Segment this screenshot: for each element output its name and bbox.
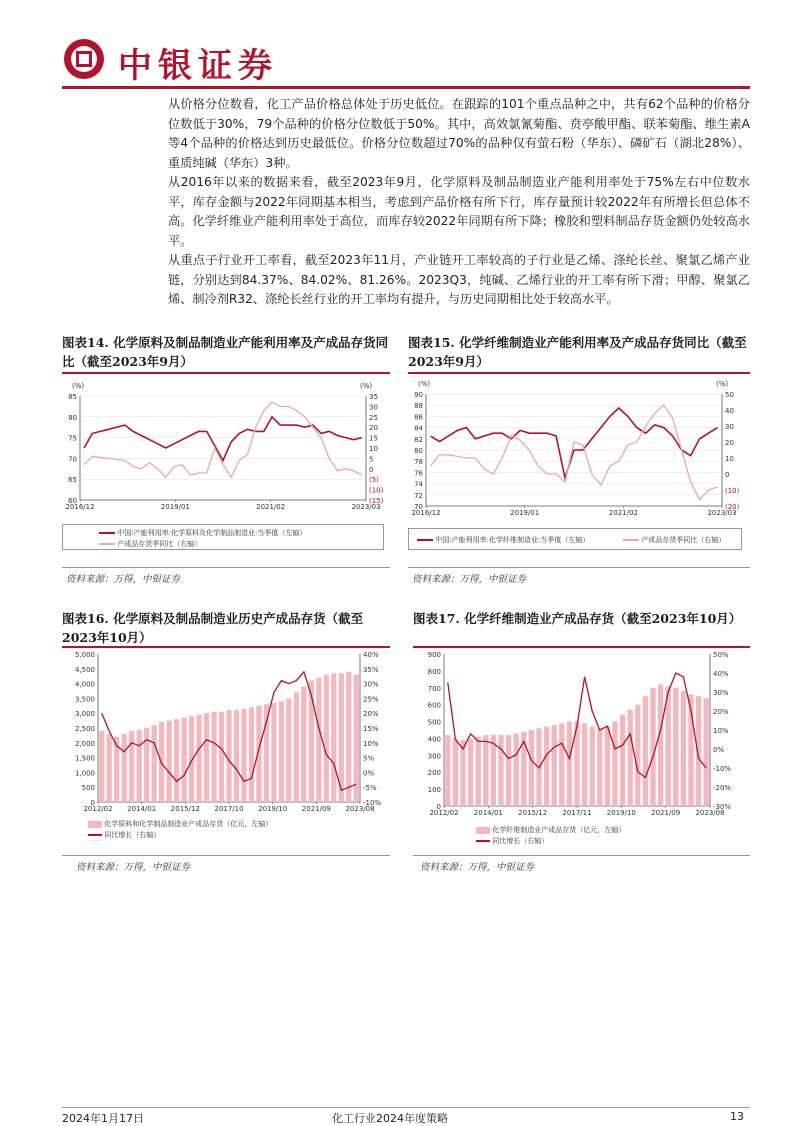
- x-tick-label: 2012/02: [429, 809, 459, 817]
- y-right-tick-label: 0: [369, 465, 374, 474]
- y-left-tick-label: 70: [414, 503, 423, 511]
- y-right-tick-label: 10: [725, 455, 734, 463]
- x-tick-label: 2021/02: [256, 503, 286, 511]
- inventory-bar: [498, 735, 503, 806]
- brand-name: 中银证券: [118, 46, 278, 86]
- x-tick-label: 2023/03: [707, 509, 737, 517]
- figure-15-legend: [408, 528, 742, 550]
- x-tick-label: 2016/12: [65, 503, 95, 511]
- x-tick-label: 2019/01: [510, 509, 540, 517]
- y-left-tick-label: 65: [68, 476, 77, 485]
- figure-15-chart: [404, 374, 750, 522]
- figure-14-legend: [62, 524, 384, 550]
- y-left-tick-label: 60: [68, 497, 77, 505]
- y-left-tick-label: 500: [81, 784, 95, 793]
- inventory-bar: [453, 738, 458, 806]
- y-right-tick-label: 10: [369, 445, 378, 453]
- inventory-bar: [650, 688, 655, 806]
- y-right-tick-label: 20: [725, 439, 734, 447]
- figure-17-title: 图表17. 化学纤维制造业产成品存货（截至2023年10月）: [413, 611, 742, 626]
- inventory-bar: [324, 675, 329, 802]
- y-left-tick-label: 800: [427, 667, 441, 676]
- y-left-tick-label: 84: [414, 424, 423, 433]
- inventory-bar: [567, 722, 572, 806]
- y-right-tick-label: 20%: [713, 708, 729, 716]
- y-right-tick-label: -5%: [363, 784, 377, 793]
- figure-17-source: 资料来源：万得，中银证券: [420, 862, 535, 873]
- y-left-tick-label: 200: [427, 769, 441, 778]
- y-left-tick-label: 300: [427, 752, 441, 761]
- figure-15-title: 图表15. 化学纤维制造业产能利用率及产成品存货同比（截至2023年9月）: [408, 335, 747, 369]
- inventory-bar: [354, 675, 359, 802]
- x-tick-label: 2021/09: [301, 805, 331, 813]
- inventory-bar: [544, 727, 549, 806]
- inventory-bar: [673, 688, 678, 806]
- y-right-tick-label: -10%: [713, 765, 732, 773]
- source-rule: [62, 855, 390, 856]
- figure-14-source: 资料来源：万得，中银证券: [66, 574, 181, 585]
- legend-line-icon: [88, 834, 102, 836]
- y-right-tick-label: 25: [369, 413, 378, 422]
- y-left-tick-label: 75: [68, 434, 77, 443]
- inventory-bar: [204, 713, 209, 802]
- footer-rule: [62, 1107, 750, 1108]
- y-right-tick-label: 35%: [363, 665, 379, 674]
- inventory-bar: [491, 735, 496, 806]
- inventory-bar: [506, 735, 511, 806]
- source-rule: [413, 855, 750, 856]
- y-right-tick-label: (15): [369, 497, 384, 505]
- y-right-unit-label: (%): [360, 382, 373, 390]
- inventory-bar: [309, 681, 314, 802]
- y-right-tick-label: 10%: [363, 739, 379, 748]
- inventory-bar: [704, 698, 709, 806]
- y-left-tick-label: 74: [414, 480, 423, 489]
- inventory-bar: [476, 737, 481, 806]
- y-right-tick-label: -10%: [363, 799, 382, 807]
- y-right-tick-label: 5: [369, 455, 374, 464]
- inventory-bar: [279, 701, 284, 802]
- y-left-tick-label: 80: [414, 447, 423, 455]
- inventory-bar: [166, 721, 171, 802]
- x-tick-label: 2015/12: [170, 805, 200, 813]
- inventory-bar: [658, 684, 663, 806]
- paragraph-1: 从价格分位数看，化工产品价格总体处于历史低位。在跟踪的101个重点品种之中，共有62个品种的价格分位数低于30%，79个品种的价格分位数低于50%。其中，高效氯氰菊酯、贲亭酸甲酯、联苯菊酯、维生素A等4个品种的价格达到历史最低位。价格分位数超过70%的品种仅有萤石粉（华东）、磷矿石（湖北28%）、重质纯碱（华东）3种。: [168, 97, 750, 170]
- inventory-bar: [99, 731, 104, 802]
- y-right-tick-label: 40%: [713, 670, 729, 678]
- inventory-bar: [211, 712, 216, 802]
- legend-bar-icon: [476, 827, 490, 834]
- inventory-bar: [483, 735, 488, 806]
- y-right-tick-label: 0: [725, 471, 730, 479]
- series-line: [84, 417, 362, 461]
- x-tick-label: 2017/10: [214, 805, 244, 813]
- legend-bar-icon: [88, 821, 102, 828]
- footer-date: 2024年1月17日: [62, 1112, 144, 1125]
- x-tick-label: 2014/01: [127, 805, 157, 813]
- y-left-tick-label: 85: [68, 393, 77, 401]
- y-right-tick-label: 0%: [713, 746, 725, 754]
- inventory-bar: [189, 716, 194, 802]
- y-right-unit-label: (%): [716, 380, 729, 388]
- source-rule: [408, 567, 750, 568]
- inventory-bar: [582, 723, 587, 806]
- figure-16-title: 图表16. 化学原料及制品制造业历史产成品存货（截至2023年10月）: [62, 611, 364, 645]
- inventory-bar: [294, 692, 299, 802]
- inventory-bar: [196, 715, 201, 802]
- y-left-tick-label: 900: [427, 651, 441, 659]
- y-left-tick-label: 4,500: [74, 665, 95, 674]
- y-left-unit-label: (%): [72, 382, 85, 390]
- y-left-tick-label: 500: [427, 718, 441, 727]
- legend-item: 中国:产能利用率:化学原料及化学制品制造业:当季值（左轴）: [117, 529, 307, 537]
- figure-17-legend: [476, 824, 676, 848]
- inventory-bar: [590, 727, 595, 806]
- y-left-tick-label: 76: [414, 469, 423, 478]
- figure-15-source: 资料来源：万得，中银证券: [412, 574, 527, 585]
- y-left-tick-label: 82: [414, 435, 423, 444]
- footer-document: 化工行业2024年度策略: [332, 1112, 448, 1125]
- x-tick-label: 2023/08: [345, 805, 375, 813]
- y-left-tick-label: 80: [68, 413, 77, 422]
- legend-line-icon: [99, 543, 115, 545]
- y-left-tick-label: 0: [90, 799, 95, 807]
- y-right-tick-label: 0%: [363, 769, 375, 778]
- legend-line-icon: [417, 539, 433, 541]
- x-tick-label: 2019/10: [258, 805, 288, 813]
- inventory-bar: [605, 727, 610, 806]
- y-right-tick-label: 10%: [713, 727, 729, 735]
- y-left-tick-label: 2,000: [74, 739, 95, 748]
- inventory-bar: [529, 730, 534, 806]
- inventory-bar: [234, 710, 239, 802]
- y-right-tick-label: 15: [369, 434, 378, 443]
- figure-16-legend: [88, 817, 310, 841]
- y-right-tick-label: 35: [369, 393, 378, 401]
- inventory-bar: [514, 733, 519, 806]
- inventory-bar: [174, 719, 179, 802]
- inventory-bar: [181, 718, 186, 802]
- legend-line-icon: [623, 539, 639, 541]
- y-left-tick-label: 70: [68, 455, 77, 464]
- y-right-tick-label: 20: [369, 424, 378, 433]
- y-right-tick-label: 30: [725, 423, 734, 431]
- inventory-bar: [552, 725, 557, 806]
- x-tick-label: 2023/03: [351, 503, 381, 511]
- figure-14-title: 图表14. 化学原料及制品制造业产能利用率及产成品存货同比（截至2023年9月）: [62, 335, 389, 369]
- y-right-tick-label: 30%: [713, 689, 729, 697]
- legend-line-icon: [476, 840, 490, 842]
- header-rule: [62, 86, 750, 89]
- figure-17-chart: [412, 648, 750, 822]
- y-right-tick-label: 50: [725, 391, 734, 399]
- y-left-tick-label: 3,500: [74, 695, 95, 704]
- y-left-tick-label: 72: [414, 491, 423, 500]
- legend-item: 化学纤维制造业产成品存货（亿元，左轴）: [492, 826, 626, 834]
- y-right-tick-label: 40%: [363, 651, 379, 659]
- figure-16-chart: [62, 648, 392, 816]
- y-left-tick-label: 100: [427, 786, 441, 795]
- inventory-bar: [445, 735, 450, 806]
- y-left-unit-label: (%): [418, 380, 431, 388]
- inventory-bar: [468, 738, 473, 806]
- inventory-bar: [316, 678, 321, 802]
- y-left-tick-label: 1,500: [74, 754, 95, 763]
- y-left-tick-label: 700: [427, 684, 441, 693]
- source-rule: [62, 567, 390, 568]
- x-tick-label: 2012/02: [83, 805, 113, 813]
- y-left-tick-label: 4,000: [74, 680, 95, 689]
- inventory-bar: [241, 709, 246, 802]
- inventory-bar: [107, 734, 112, 802]
- inventory-bar: [628, 710, 633, 806]
- bank-logo-icon: [64, 39, 104, 79]
- y-right-tick-label: -20%: [713, 784, 732, 792]
- footer-page-number: 13: [730, 1110, 744, 1123]
- y-left-tick-label: 78: [414, 458, 423, 467]
- page-header: [0, 0, 794, 92]
- x-tick-label: 2019/10: [606, 809, 636, 817]
- y-right-tick-label: 5%: [363, 754, 375, 763]
- y-right-tick-label: 50%: [713, 651, 729, 659]
- inventory-bar: [249, 707, 254, 802]
- series-line: [84, 402, 362, 477]
- x-tick-label: 2014/01: [473, 809, 503, 817]
- inventory-bar: [620, 715, 625, 806]
- inventory-bar: [597, 728, 602, 806]
- inventory-bar: [635, 705, 640, 806]
- inventory-bar: [559, 723, 564, 806]
- y-left-tick-label: 600: [427, 701, 441, 710]
- legend-item: 中国:产能利用率:化学纤维制造业:当季值（左轴）: [435, 536, 590, 544]
- inventory-bar: [696, 696, 701, 806]
- paragraph-2: 从2016年以来的数据来看，截至2023年9月，化学原料及制品制造业产能利用率处于75%左右中位数水平，库存金额与2022年同期基本相当，考虑到产品价格有所下行，库存量预计较2022年有所增长但总体不高。化学纤维业产能利用率处于高位，而库存较2022年同期有所下降；橡胶和塑料制品存货金额仍处较高水平。: [168, 175, 750, 248]
- x-tick-label: 2015/12: [518, 809, 548, 817]
- inventory-bar: [346, 672, 351, 802]
- y-left-tick-label: 400: [427, 735, 441, 744]
- inventory-bar: [643, 696, 648, 806]
- inventory-bar: [137, 729, 142, 802]
- inventory-bar: [271, 703, 276, 802]
- legend-item: 产成品存货季同比（右轴）: [641, 536, 726, 544]
- y-right-tick-label: (10): [725, 487, 740, 495]
- y-left-tick-label: 86: [414, 413, 423, 422]
- inventory-bar: [301, 687, 306, 802]
- x-tick-label: 2023/08: [695, 809, 725, 817]
- y-left-tick-label: 1,000: [74, 769, 95, 778]
- inventory-bar: [681, 691, 686, 806]
- y-right-tick-label: 15%: [363, 725, 379, 733]
- inventory-bar: [264, 704, 269, 802]
- y-left-tick-label: 2,500: [74, 725, 95, 733]
- x-tick-label: 2021/02: [608, 509, 638, 517]
- inventory-bar: [152, 725, 157, 802]
- inventory-bar: [286, 698, 291, 802]
- y-left-tick-label: 3,000: [74, 710, 95, 719]
- inventory-bar: [129, 731, 134, 802]
- y-right-tick-label: 30%: [363, 680, 379, 689]
- inventory-bar: [122, 734, 127, 802]
- legend-item: 同比增长（右轴）: [104, 831, 161, 839]
- x-tick-label: 2019/01: [160, 503, 190, 511]
- legend-item: 化学原料和化学制品制造业产成品存货（亿元，左轴）: [104, 820, 273, 828]
- y-right-tick-label: (20): [725, 503, 740, 511]
- legend-line-icon: [99, 532, 115, 534]
- y-right-tick-label: 20%: [363, 710, 379, 719]
- y-right-tick-label: (5): [369, 476, 379, 485]
- x-tick-label: 2016/12: [411, 509, 441, 517]
- legend-item: 同比增长（右轴）: [492, 837, 549, 845]
- figure-16-source: 资料来源：万得，中银证券: [76, 862, 191, 873]
- inventory-bar: [612, 722, 617, 806]
- y-right-tick-label: -30%: [713, 803, 732, 811]
- y-right-tick-label: (10): [369, 486, 384, 495]
- inventory-bar: [219, 712, 224, 802]
- inventory-bar: [226, 710, 231, 802]
- y-left-tick-label: 0: [436, 803, 441, 811]
- y-left-tick-label: 90: [414, 391, 423, 399]
- y-right-tick-label: 40: [725, 407, 734, 415]
- y-left-tick-label: 5,000: [74, 651, 95, 659]
- figure-14-chart: [62, 374, 392, 522]
- x-tick-label: 2021/09: [651, 809, 681, 817]
- paragraph-3: 从重点子行业开工率看，截至2023年11月，产业链开工率较高的子行业是乙烯、涤纶长丝、聚氯乙烯产业链，分别达到84.37%、84.02%、81.26%。2023Q3，纯碱、乙烯行业的开工率有所下滑；甲醇、聚氯乙烯、制冷剂R32、涤纶长丝行业的开工率均有提升，与历史同期相比处于较高水平。: [168, 253, 750, 306]
- legend-item: 产成品存货季同比（右轴）: [117, 540, 202, 548]
- inventory-bar: [331, 673, 336, 802]
- y-left-tick-label: 88: [414, 402, 423, 411]
- y-right-tick-label: 25%: [363, 695, 379, 704]
- y-right-tick-label: 30: [369, 403, 378, 412]
- x-tick-label: 2017/11: [562, 809, 592, 817]
